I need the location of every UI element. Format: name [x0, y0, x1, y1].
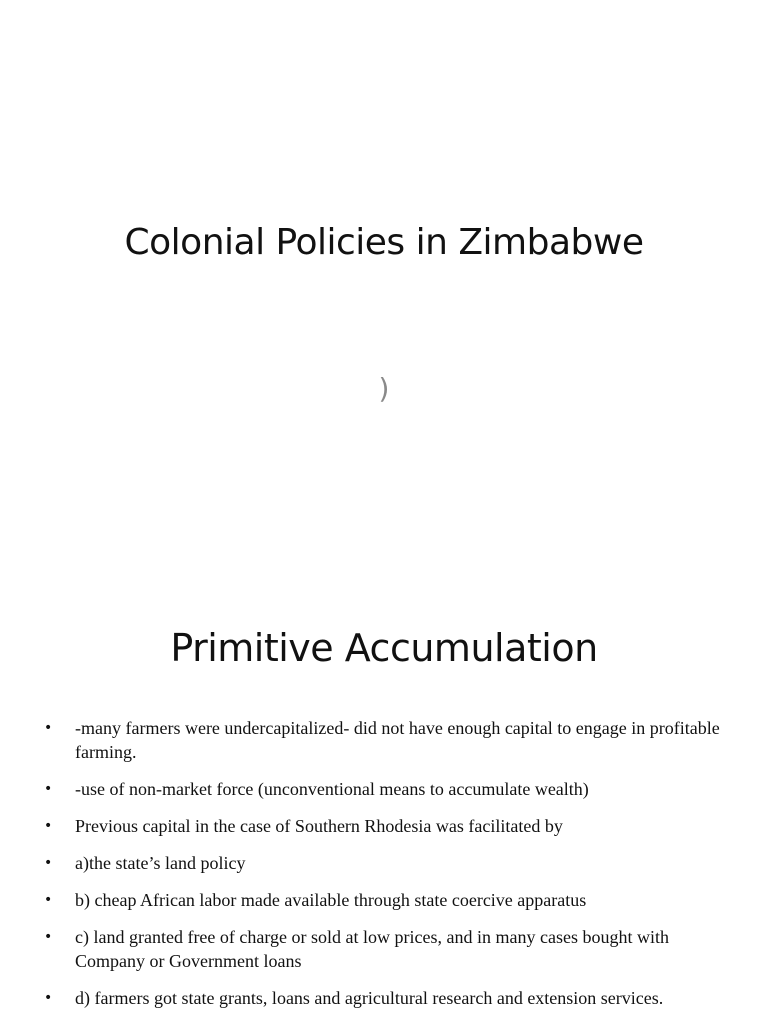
bullet-text: -use of non-market force (unconventional means to accumulate wealth) — [75, 779, 589, 799]
bullet-text: a)the state’s land policy — [75, 853, 246, 873]
list-item — [0, 888, 768, 912]
bullet-icon: • — [44, 892, 53, 908]
list-item — [0, 925, 768, 973]
bullet-icon: • — [44, 781, 53, 797]
list-item — [0, 716, 768, 764]
list-item — [0, 814, 768, 838]
list-item — [0, 777, 768, 801]
bullet-list — [0, 716, 768, 1023]
bullet-text: c) land granted free of charge or sold at low prices, and in many cases bought with Company or Government loans — [75, 927, 669, 971]
bullet-icon: • — [44, 720, 53, 736]
list-item — [0, 986, 768, 1010]
bullet-text: -many farmers were undercapitalized- did not have enough capital to engage in profitable farming. — [75, 718, 720, 762]
slide-1-title: Colonial Policies in Zimbabwe — [124, 222, 644, 263]
bullet-text: Previous capital in the case of Southern Rhodesia was facilitated by — [75, 816, 563, 836]
slide-2-title: Primitive Accumulation — [170, 626, 598, 670]
bullet-icon: • — [44, 855, 53, 871]
bullet-text: d) farmers got state grants, loans and agricultural research and extension services. — [75, 988, 664, 1008]
bullet-text: b) cheap African labor made available through state coercive apparatus — [75, 890, 587, 910]
list-item — [0, 851, 768, 875]
bullet-icon: • — [44, 929, 53, 945]
bullet-icon: • — [44, 990, 53, 1006]
slide-1-subtitle: ) — [378, 372, 390, 405]
bullet-icon: • — [44, 818, 53, 834]
